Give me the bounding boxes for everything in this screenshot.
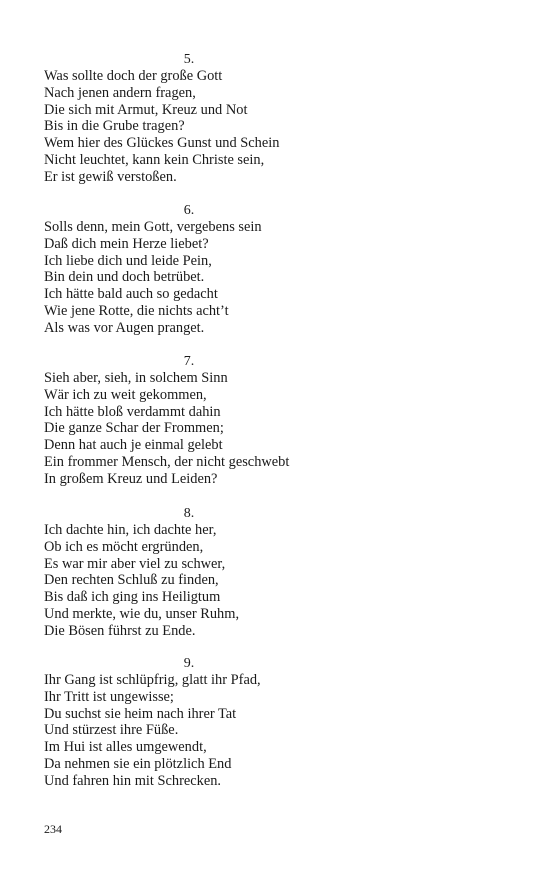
verse-line: Bis in die Grube tragen? — [44, 118, 185, 135]
verse-line: Und fahren hin mit Schrecken. — [44, 772, 222, 789]
verse-line: Du suchst sie heim nach ihrer Tat — [44, 705, 237, 722]
verse-line: Ein frommer Mensch, der nicht geschwebt — [44, 453, 290, 470]
verse-line: Denn hat auch je einmal gelebt — [44, 437, 223, 454]
verse-line: Daß dich mein Herze liebet? — [44, 235, 209, 252]
verse-line: Ob ich es möcht ergründen, — [44, 538, 204, 555]
verse-line: Ihr Gang ist schlüpfrig, glatt ihr Pfad, — [44, 672, 261, 688]
verse-line: Die ganze Schar der Frommen; — [44, 420, 224, 437]
stanza-number: 6. — [183, 203, 195, 218]
stanza-7 — [44, 353, 334, 488]
verse-line: Bin dein und doch betrübet. — [44, 269, 205, 286]
verse-line: In großem Kreuz und Leiden? — [44, 470, 218, 487]
stanza-number: 7. — [183, 354, 195, 369]
verse-line: Ich liebe dich und leide Pein, — [44, 252, 212, 269]
stanza-5 — [44, 51, 334, 186]
verse-line: Sieh aber, sieh, in solchem Sinn — [44, 370, 228, 386]
verse-line: Was sollte doch der große Gott — [44, 68, 223, 84]
verse-line: Wem hier des Glückes Gunst und Schein — [44, 135, 280, 152]
verse-line: Als was vor Augen pranget. — [44, 319, 205, 336]
verse-line: Die sich mit Armut, Kreuz und Not — [44, 101, 248, 118]
verse-line: Im Hui ist alles umgewendt, — [44, 739, 207, 756]
verse-line: Nach jenen andern fragen, — [44, 84, 196, 101]
verse-line: Bis daß ich ging ins Heiligtum — [44, 589, 221, 606]
verse-line: Den rechten Schluß zu finden, — [44, 572, 219, 589]
stanza-6 — [44, 202, 334, 337]
stanza-8 — [44, 505, 334, 640]
verse-line: Es war mir aber viel zu schwer, — [44, 555, 226, 572]
verse-line: Und stürzest ihre Füße. — [44, 722, 179, 739]
verse-line: Nicht leuchtet, kann kein Christe sein, — [44, 151, 265, 168]
verse-line: Ich dachte hin, ich dachte her, — [44, 522, 217, 538]
verse-line: Ich hätte bloß verdammt dahin — [44, 403, 221, 420]
stanza-number: 9. — [183, 656, 195, 671]
verse-line: Und merkte, wie du, unser Ruhm, — [44, 605, 240, 622]
verse-line: Ihr Tritt ist ungewisse; — [44, 688, 174, 705]
stanza-number: 8. — [183, 506, 195, 521]
verse-line: Solls denn, mein Gott, vergebens sein — [44, 219, 262, 235]
verse-line: Er ist gewiß verstoßen. — [44, 168, 177, 185]
page-number: 234 — [44, 822, 62, 836]
stanza-9 — [44, 655, 334, 790]
stanza-number: 5. — [183, 52, 195, 67]
verse-line: Da nehmen sie ein plötzlich End — [44, 755, 232, 772]
verse-line: Ich hätte bald auch so gedacht — [44, 286, 218, 303]
verse-line: Die Bösen führst zu Ende. — [44, 622, 196, 639]
verse-line: Wär ich zu weit gekommen, — [44, 386, 207, 403]
verse-line: Wie jene Rotte, die nichts acht’t — [44, 302, 229, 319]
